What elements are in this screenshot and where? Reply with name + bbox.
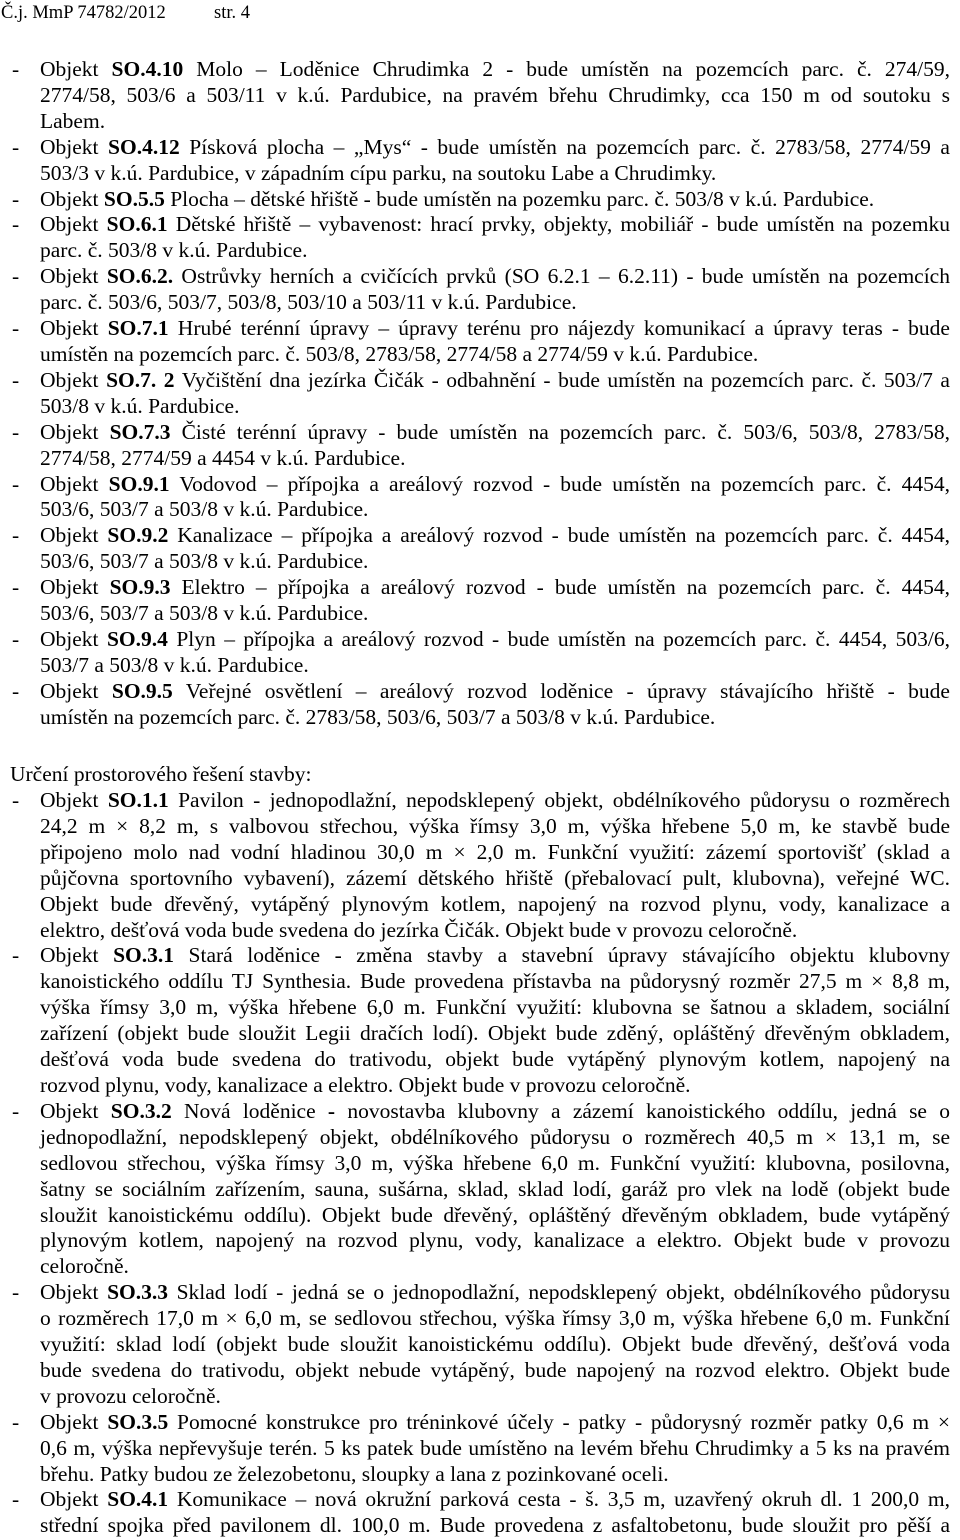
text-line: půjčovna sportovního vybavení), zázemí dětského hřiště (přebalovací pult, klubovna), veřejné WC. — [40, 865, 950, 890]
object-item-so-9-3 — [0, 575, 950, 627]
text-line — [40, 679, 950, 705]
text-segment: Hrubé terénní úpravy – úpravy terénu pro nájezdy komunikací a úpravy teras - bude — [168, 316, 950, 341]
text-line — [40, 472, 950, 498]
building-objects-placement-list — [0, 57, 960, 731]
text-line: sedlovou střechou, výška římsy 3,0 m, výška hřebene 6,0 m. Funkční využití: klubovna, posilovna, — [40, 1150, 950, 1175]
text-segment: Objekt — [40, 678, 112, 703]
text-segment: Objekt — [40, 788, 108, 812]
object-item-so-9-4 — [0, 627, 950, 679]
object-code: SO.9.5 — [111, 678, 173, 703]
text-segment: Veřejné osvětlení – areálový rozvod loděnice - úpravy stávajícího hřiště - bude — [172, 678, 950, 703]
text-line: elektro, dešťová voda bude svedena do jezírka Čičák. Objekt bude v provozu celoročně. — [40, 917, 798, 942]
text-line: v provozu celoročně. — [40, 1383, 221, 1408]
list-marker: - — [12, 943, 20, 968]
object-code: SO.7. 2 — [106, 367, 175, 392]
object-description — [40, 135, 950, 187]
text-line — [40, 187, 950, 213]
text-line: o rozměrech 17,0 m × 6,0 m, se sedlovou střechou, výška římsy 3,0 m, výška hřebene 6,0 m. Funkční — [40, 1306, 950, 1331]
text-segment: Objekt — [40, 264, 107, 289]
text-segment: Objekt — [40, 316, 108, 341]
text-segment: Objekt — [40, 1280, 108, 1305]
text-segment: Objekt — [40, 471, 109, 496]
spatial-solution-list — [0, 788, 960, 1539]
text-line — [40, 943, 950, 969]
text-segment: novostavba klubovny a zázemí kanoistického oddílu, jedná se o — [335, 1098, 950, 1123]
text-segment: Objekt — [40, 134, 109, 159]
text-segment: Objekt — [40, 1098, 111, 1123]
text-segment: Objekt — [40, 523, 108, 548]
text-line — [40, 1099, 950, 1125]
object-item-so-4-10 — [0, 57, 950, 135]
page-header — [1, 1, 401, 27]
object-description — [40, 316, 950, 368]
object-description — [40, 57, 950, 135]
list-marker: - — [12, 212, 20, 237]
list-marker: - — [12, 316, 20, 341]
text-line — [40, 627, 950, 653]
section-heading-spatial-solution: Určení prostorového řešení stavby: — [10, 762, 312, 786]
object-description — [40, 1280, 950, 1410]
text-segment: Vodovod – přípojka a areálový rozvod - bude umístěn na pozemcích parc. č. 4454, — [169, 471, 950, 496]
text-segment: Nová loděnice — [171, 1098, 328, 1123]
list-marker: - — [12, 471, 20, 496]
object-item-so-5-5 — [0, 187, 950, 213]
object-item-so-6-1 — [0, 212, 950, 264]
object-item-so-7-3 — [0, 420, 950, 472]
object-description — [40, 943, 950, 1098]
object-description — [40, 264, 950, 316]
object-code: SO.9.2 — [107, 523, 169, 548]
page-number: str. 4 — [214, 3, 250, 23]
object-item-so-7-2 — [0, 368, 950, 420]
object-code: SO.6.1 — [106, 212, 168, 237]
text-segment: Pomocné konstrukce pro tréninkové účely - patky - půdorysný rozměr patky 0,6 m × — [168, 1409, 950, 1434]
list-marker: - — [12, 1280, 20, 1305]
object-description — [40, 1487, 950, 1539]
text-line: šatny se sociálním zařízením, sauna, sušárna, sklad, sklad lodí, garáž pro vlek na lodě (objekt bude — [40, 1176, 950, 1201]
text-line: 503/7 a 503/8 v k.ú. Pardubice. — [40, 652, 309, 677]
text-line: parc. č. 503/6, 503/7, 503/8, 503/10 a 503/11 v k.ú. Pardubice. — [40, 290, 577, 315]
text-line: výška římsy 3,0 m, výška hřebene 6,0 m. Funkční využití: klubovna se šatnou a skladem, sociální — [40, 995, 950, 1020]
text-line: 24,2 m × 8,2 m, s valbovou střechou, výška římsy 3,0 m, výška hřebene 5,0 m, ke stavbě bude — [40, 813, 950, 838]
object-code: SO.9.3 — [109, 575, 171, 600]
text-segment: Písková plocha – „Mys“ - bude umístěn na pozemcích parc. č. 2783/58, 2774/59 a — [179, 134, 950, 159]
text-segment: Sklad lodí - jedná se o jednopodlažní, nepodsklepený objekt, obdélníkového půdorysu — [168, 1280, 950, 1305]
list-marker: - — [12, 678, 20, 703]
text-segment: Dětské hřiště – vybavenost: hrací prvky, objekty, mobiliář - bude umístěn na pozemku — [167, 212, 950, 237]
object-description — [40, 788, 950, 943]
text-segment: Molo – Loděnice Chrudimka 2 - bude umístěn na pozemcích parc. č. 274/59, — [183, 57, 950, 81]
object-code: SO.1.1 — [107, 788, 169, 812]
text-line — [40, 788, 950, 814]
list-marker: - — [12, 367, 20, 392]
text-segment: Objekt — [40, 212, 107, 237]
text-line: zařízení (objekt bude sloužit Legii dračích lodí). Objekt bude zděný, opláštěný dřevěným obkladem, — [40, 1021, 950, 1046]
object-item-so-1-1 — [0, 788, 950, 943]
object-code: SO.3.5 — [107, 1409, 169, 1434]
text-line: sloužit kanoistickému oddílu). Objekt bude dřevěný, opláštěný dřevěným obkladem, bude vytápěný — [40, 1202, 950, 1227]
text-segment: Objekt — [40, 367, 107, 392]
text-line: využití: sklad lodí (objekt bude sloužit kanoistickému oddílu). Objekt bude dřevěný, dešťová voda — [40, 1332, 950, 1357]
list-marker: - — [12, 626, 20, 651]
object-item-so-3-1 — [0, 943, 950, 1098]
object-item-so-4-1 — [0, 1487, 950, 1539]
list-marker: - — [12, 575, 20, 600]
object-item-so-9-1 — [0, 472, 950, 524]
list-marker: - — [12, 1098, 20, 1123]
text-line — [40, 264, 950, 290]
text-line — [40, 420, 950, 446]
object-description — [40, 575, 950, 627]
text-line — [40, 57, 950, 83]
text-line: jednopodlažní, nepodsklepený objekt, obdélníkového půdorysu o rozměrech 40,5 m × 13,1 m, se — [40, 1124, 950, 1149]
list-marker: - — [12, 1487, 20, 1512]
object-code: SO.9.4 — [106, 626, 168, 651]
text-segment: Objekt — [40, 1487, 108, 1512]
text-line: Objekt bude dřevěný, vytápěný plynovým kotlem, napojený na rozvod plynu, vody, kanalizace a — [40, 891, 950, 916]
object-description — [40, 1410, 950, 1488]
object-code: - — [327, 1098, 336, 1123]
text-segment: Objekt — [40, 57, 112, 81]
text-line: Labem. — [40, 108, 106, 133]
text-segment: Kanalizace – přípojka a areálový rozvod - bude umístěn na pozemcích parc. č. 4454, — [168, 523, 950, 548]
object-item-so-9-5 — [0, 679, 950, 731]
text-line — [40, 1280, 950, 1306]
object-description — [40, 368, 950, 420]
text-line: umístěn na pozemcích parc. č. 2783/58, 503/6, 503/7 a 503/8 v k.ú. Pardubice. — [40, 704, 716, 729]
text-line: celoročně. — [40, 1254, 129, 1279]
text-line: 503/8 v k.ú. Pardubice. — [40, 393, 240, 418]
object-code: SO.3.2 — [110, 1098, 172, 1123]
text-line: bude svedena do trativodu, objekt nebude vytápěný, bude napojený na rozvod elektro. Objekt bude — [40, 1357, 950, 1382]
list-marker: - — [12, 523, 20, 548]
text-segment: Ostrůvky herních a cvičících prvků (SO 6.2.1 – 6.2.11) - bude umístěn na pozemcích — [173, 264, 950, 289]
text-line: 2774/58, 2774/59 a 4454 v k.ú. Pardubice. — [40, 445, 406, 470]
list-marker: - — [12, 419, 20, 444]
object-code: SO.7.1 — [107, 316, 169, 341]
object-code: SO.3.3 — [107, 1280, 169, 1305]
text-line: plynovým kotlem, napojený na rozvod plynu, vody, kanalizace a elektro. Objekt bude v provozu — [40, 1228, 950, 1253]
object-item-so-9-2 — [0, 523, 950, 575]
object-item-so-3-5 — [0, 1410, 950, 1488]
text-line: parc. č. 503/8 v k.ú. Pardubice. — [40, 238, 308, 263]
text-segment: Plyn – přípojka a areálový rozvod - bude umístěn na pozemcích parc. č. 4454, 503/6, — [167, 626, 950, 651]
text-segment: Elektro – přípojka a areálový rozvod - bude umístěn na pozemcích parc. č. 4454, — [170, 575, 950, 600]
object-item-so-6-2 — [0, 264, 950, 316]
object-code: SO.4.12 — [108, 134, 180, 159]
object-description — [40, 1099, 950, 1280]
list-marker: - — [12, 788, 20, 812]
object-description — [40, 627, 950, 679]
text-line — [40, 575, 950, 601]
object-description — [40, 187, 950, 213]
object-description — [40, 472, 950, 524]
object-code: SO.7.3 — [109, 419, 171, 444]
text-line: rozvod plynu, vody, kanalizace a elektro. Objekt bude v provozu celoročně. — [40, 1072, 691, 1097]
text-line — [40, 212, 950, 238]
object-description — [40, 679, 950, 731]
case-number: Č.j. MmP 74782/2012 — [1, 3, 166, 23]
object-code: SO.5.5 — [103, 186, 165, 211]
text-segment: Objekt — [40, 943, 114, 968]
object-description — [40, 212, 950, 264]
object-description — [40, 523, 950, 575]
text-segment: Stará loděnice - změna stavby a stavební úpravy stávajícího objektu klubovny — [174, 943, 950, 968]
text-line: 0,6 m, výška nepřevyšuje terén. 5 ks patek bude umístěno na levém břehu Chrudimky a 5 ks na pravém — [40, 1435, 950, 1460]
list-marker: - — [12, 264, 20, 289]
text-segment: Objekt — [40, 575, 110, 600]
text-line: dešťová voda bude svedena do trativodu, objekt bude vytápěný plynovým kotlem, napojený na — [40, 1047, 950, 1072]
text-line — [40, 316, 950, 342]
object-code: SO.4.1 — [107, 1487, 169, 1512]
list-marker: - — [12, 1409, 20, 1434]
text-segment: Čisté terénní úpravy - bude umístěn na pozemcích parc. č. 503/6, 503/8, 2783/58, — [170, 419, 950, 444]
text-line — [40, 1487, 950, 1513]
text-segment: Pavilon - jednopodlažní, nepodsklepený objekt, obdélníkového půdorysu o rozměrech — [168, 788, 950, 812]
text-line: umístěn na pozemcích parc. č. 503/8, 2783/58, 2774/58 a 2774/59 v k.ú. Pardubice. — [40, 341, 759, 366]
text-line: 503/6, 503/7 a 503/8 v k.ú. Pardubice. — [40, 497, 369, 522]
text-line: 503/3 v k.ú. Pardubice, v západním cípu parku, na soutoku Labe a Chrudimky. — [40, 160, 717, 185]
text-line: připojeno molo nad vodní hladinou 30,0 m × 2,0 m. Funkční využití: zázemí sportovišť (sklad a — [40, 839, 950, 864]
text-line — [40, 368, 950, 394]
object-item-so-3-3 — [0, 1280, 950, 1410]
object-code: SO.6.2. — [106, 264, 174, 289]
object-code: SO.4.10 — [111, 57, 184, 81]
text-line: břehu. Patky budou ze železobetonu, sloupky a lana z pozinkované oceli. — [40, 1461, 669, 1486]
text-line: 503/6, 503/7 a 503/8 v k.ú. Pardubice. — [40, 601, 369, 626]
object-item-so-7-1 — [0, 316, 950, 368]
object-item-so-3-2 — [0, 1099, 950, 1280]
object-item-so-4-12 — [0, 135, 950, 187]
text-line — [40, 135, 950, 161]
text-line: kanoistického oddílu TJ Synthesia. Bude provedena přístavba na půdorysný rozměr 27,5 m × 8,8 m, — [40, 969, 950, 994]
text-line — [40, 1410, 950, 1436]
object-description — [40, 420, 950, 472]
text-segment: Plocha – dětské hřiště - bude umístěn na pozemku parc. č. 503/8 v k.ú. Pardubice. — [164, 186, 875, 211]
list-marker: - — [12, 57, 20, 81]
text-line — [40, 523, 950, 549]
object-code: SO.9.1 — [108, 471, 170, 496]
list-marker: - — [12, 186, 20, 211]
text-line: 2774/58, 503/6 a 503/11 v k.ú. Pardubice, na pravém břehu Chrudimky, cca 150 m od soutoku s — [40, 82, 950, 107]
list-marker: - — [12, 134, 20, 159]
text-segment: Objekt — [40, 186, 104, 211]
text-segment: Objekt — [40, 1409, 108, 1434]
text-segment: Objekt — [40, 626, 107, 651]
text-line: střední spojka před pavilonem dl. 100,0 m. Bude provedena z asfaltobetonu, bude sloužit pro pěší a — [40, 1513, 950, 1538]
text-line: 503/6, 503/7 a 503/8 v k.ú. Pardubice. — [40, 549, 369, 574]
text-segment: Objekt — [40, 419, 110, 444]
object-code: SO.3.1 — [113, 943, 174, 968]
text-segment: Komunikace – nová okružní parková cesta - š. 3,5 m, uzavřený okruh dl. 1 200,0 m, — [168, 1487, 950, 1512]
text-segment: Vyčištění dna jezírka Čičák - odbahnění - bude umístěn na pozemcích parc. č. 503/7 a — [174, 367, 950, 392]
